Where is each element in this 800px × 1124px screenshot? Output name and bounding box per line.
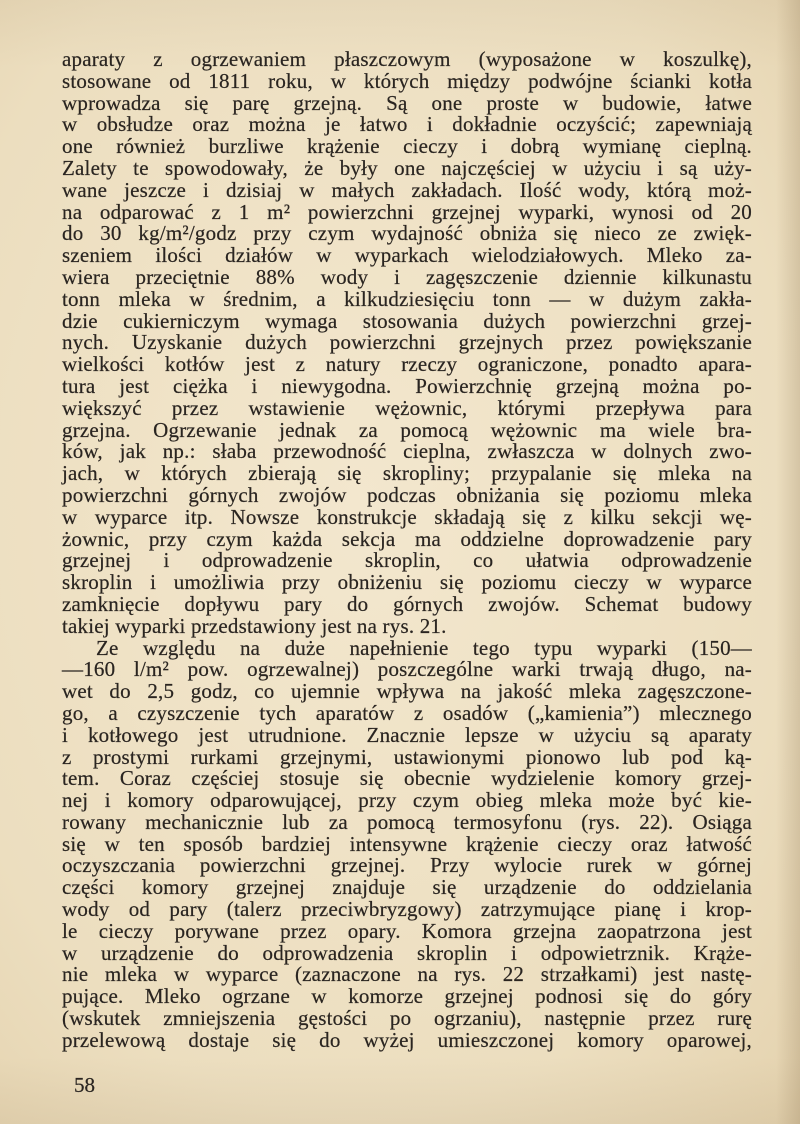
text-line: dzie cukierniczym wymaga stosowania dużych powierzchni grzej- — [62, 308, 752, 333]
text-line: części komory grzejnej znajduje się urządzenie do oddzielania — [62, 875, 752, 900]
text-line: skroplin i umożliwia przy obniżeniu się poziomu cieczy w wyparce — [62, 570, 752, 595]
text-line: wielkości kotłów jest z natury rzeczy ograniczone, ponadto apara- — [62, 352, 752, 377]
text-line: takiej wyparki przedstawiony jest na rys. 21. — [62, 613, 447, 638]
page-number: 58 — [74, 1073, 95, 1097]
text-line: aparaty z ogrzewaniem płaszczowym (wyposażone w koszulkę), — [62, 47, 752, 71]
text-line: tura jest ciężka i niewygodna. Powierzchnię grzejną można po- — [62, 373, 752, 398]
text-line: jach, w których zbierają się skropliny; przypalanie się mleka na — [62, 461, 752, 486]
text-line: nie mleka w wyparce (zaznaczone na rys. 22 strzałkami) jest nastę- — [62, 962, 752, 987]
text-line: Zalety te spowodowały, że były one najczęściej w użyciu i są uży- — [62, 155, 752, 180]
text-line: wet do 2,5 godz, co ujemnie wpływa na jakość mleka zagęszczone- — [62, 679, 752, 704]
text-line: go, a czyszczenie tych aparatów z osadów („kamienia”) mlecznego — [62, 700, 752, 725]
text-line: i kotłowego jest utrudnione. Znacznie lepsze w użyciu są aparaty — [62, 722, 752, 747]
text-line: się w ten sposób bardziej intensywne krążenie cieczy oraz łatwość — [62, 831, 752, 856]
paragraph — [62, 635, 752, 1052]
text-line: wody od pary (talerz przeciwbryzgowy) zatrzymujące pianę i krop- — [62, 897, 752, 922]
text-line: grzejna. Ogrzewanie jednak za pomocą wężownic ma wiele bra- — [62, 417, 752, 442]
text-line: (wskutek zmniejszenia gęstości po ogrzaniu), następnie przez rurę — [62, 1006, 752, 1031]
text-line: na odparować z 1 m² powierzchni grzejnej wyparki, wynosi od 20 — [62, 199, 752, 224]
text-line: powierzchni górnych zwojów podczas obniżania się poziomu mleka — [62, 482, 752, 507]
text-line: wprowadza się parę grzejną. Są one proste w budowie, łatwe — [62, 90, 752, 115]
text-line: wane jeszcze i dzisiaj w małych zakładach. Ilość wody, którą moż- — [62, 177, 752, 202]
text-line: w urządzenie do odprowadzenia skroplin i odpowietrznik. Krąże- — [62, 940, 752, 965]
text-line: w wyparce itp. Nowsze konstrukcje składają się z kilku sekcji wę- — [62, 504, 752, 529]
text-line: stosowane od 1811 roku, w których między podwójne ścianki kotła — [62, 68, 752, 93]
text-line: ków, jak np.: słaba przewodność cieplna, zwłaszcza w dolnych zwo- — [62, 439, 752, 464]
text-line: —160 l/m² pow. ogrzewalnej) poszczególne warki trwają długo, na- — [62, 657, 752, 682]
text-line: większyć przez wstawienie wężownic, którymi przepływa para — [62, 395, 752, 420]
text-line: żownic, przy czym każda sekcja ma oddzielne doprowadzenie pary — [62, 526, 752, 551]
text-line: wiera przeciętnie 88% wody i zagęszczenie dziennie kilkunastu — [62, 264, 752, 289]
text-line: tonn mleka w średnim, a kilkudziesięciu tonn — w dużym zakła- — [62, 286, 752, 311]
text-line: rowany mechanicznie lub za pomocą termosyfonu (rys. 22). Osiąga — [62, 809, 752, 834]
text-line: pujące. Mleko ogrzane w komorze grzejnej podnosi się do góry — [62, 984, 752, 1009]
text-line: z prostymi rurkami grzejnymi, ustawionymi pionowo lub pod ką- — [62, 744, 752, 769]
text-line: nej i komory odparowującej, przy czym obieg mleka może być kie- — [62, 788, 752, 813]
text-column — [62, 49, 752, 1052]
text-line: do 30 kg/m²/godz przy czym wydajność obniża się nieco ze zwięk- — [62, 221, 752, 246]
text-line: szeniem ilości działów w wyparkach wielodziałowych. Mleko za- — [62, 243, 752, 268]
text-line: oczyszczania powierzchni grzejnej. Przy wylocie rurek w górnej — [62, 853, 752, 878]
paragraph-continued — [62, 49, 752, 638]
text-line: le cieczy porywane przez opary. Komora grzejna zaopatrzona jest — [62, 918, 752, 943]
text-line: one również burzliwe krążenie cieczy i dobrą wymianę cieplną. — [62, 134, 752, 159]
text-line: nych. Uzyskanie dużych powierzchni grzejnych przez powiększanie — [62, 330, 752, 355]
text-line: przelewową dostaje się do wyżej umieszczonej komory oparowej, — [62, 1027, 752, 1052]
text-line: Ze względu na duże napełnienie tego typu wyparki (150— — [96, 635, 752, 660]
text-line: tem. Coraz częściej stosuje się obecnie wydzielenie komory grzej- — [62, 766, 752, 791]
text-line: grzejnej i odprowadzenie skroplin, co ułatwia odprowadzenie — [62, 548, 752, 573]
text-line: zamknięcie dopływu pary do górnych zwojów. Schemat budowy — [62, 591, 752, 616]
text-line: w obsłudze oraz można je łatwo i dokładnie oczyścić; zapewniają — [62, 112, 752, 137]
